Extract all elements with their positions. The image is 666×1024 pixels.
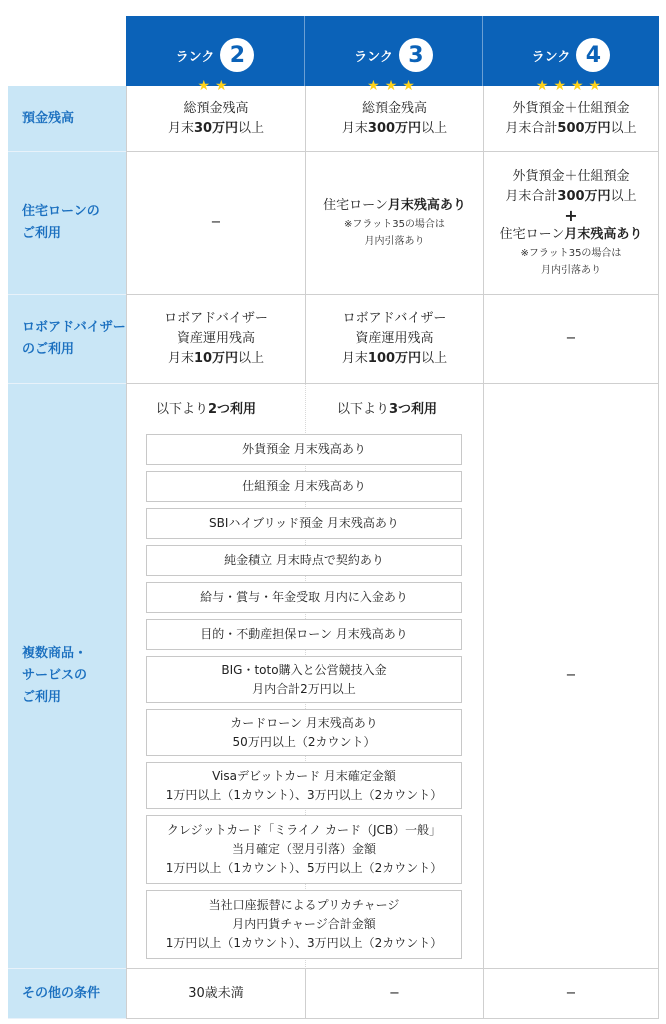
mortgage-rank-4: 外貨預金＋仕組預金 月末合計300万円以上 + 住宅ローン月末残高あり ※フラット35の場合は 月内引落あり — [483, 152, 659, 295]
robo-rank-3: ロボアドバイザー 資産運用残高 月末100万円以上 — [305, 295, 483, 384]
multi-rank-4: − — [483, 384, 659, 969]
rank-label: ランク — [354, 49, 393, 65]
rank-number: 2 — [220, 38, 254, 72]
service-item: カードローン 月末残高あり 50万円以上（2カウント） — [146, 709, 462, 756]
row-label-other: その他の条件 — [8, 969, 126, 1019]
rank-stars: ★★★ — [367, 78, 420, 94]
deposit-rank-4: 外貨預金＋仕組預金 月末合計500万円以上 — [483, 86, 659, 152]
row-label-mortgage: 住宅ローンの ご利用 — [8, 152, 126, 295]
mortgage-rank-2: − — [126, 152, 305, 295]
service-item: 外貨預金 月末残高あり — [146, 434, 462, 465]
rank-stars: ★★ — [197, 78, 233, 94]
service-item: 目的・不動産担保ローン 月末残高あり — [146, 619, 462, 650]
other-rank-4: − — [483, 969, 659, 1019]
rank-4-header — [483, 16, 659, 94]
rank-number: 3 — [399, 38, 433, 72]
rank-number: 4 — [576, 38, 610, 72]
robo-rank-2: ロボアドバイザー 資産運用残高 月末10万円以上 — [126, 295, 305, 384]
service-item: 当社口座振替によるプリカチャージ 月内円貨チャージ合計金額 1万円以上（1カウント）、3万円以上（2カウント） — [146, 890, 462, 959]
rank-stars: ★★★★ — [535, 78, 607, 94]
service-item: 仕組預金 月末残高あり — [146, 471, 462, 502]
rank-3-header — [305, 16, 483, 94]
robo-rank-4: − — [483, 295, 659, 384]
other-rank-3: − — [305, 969, 483, 1019]
service-list — [146, 434, 462, 965]
service-item: 純金積立 月末時点で契約あり — [146, 545, 462, 576]
rank-label: ランク — [175, 49, 215, 65]
rank-2-header — [126, 16, 305, 94]
row-label-multi: 複数商品・ サービスの ご利用 — [8, 384, 126, 969]
other-rank-2: 30歳未満 — [126, 969, 305, 1019]
rank-3-pick-count: 以下より3つ利用 — [337, 402, 438, 417]
service-item: BIG・toto購入と公営競技入金 月内合計2万円以上 — [146, 656, 462, 703]
mortgage-rank-3: 住宅ローン月末残高あり ※フラット35の場合は 月内引落あり — [305, 152, 483, 295]
row-label-robo: ロボアドバイザー のご利用 — [8, 295, 126, 384]
service-item: SBIハイブリッド預金 月末残高あり — [146, 508, 462, 539]
row-label-deposit: 預金残高 — [8, 86, 126, 152]
service-item: 給与・賞与・年金受取 月内に入金あり — [146, 582, 462, 613]
rank-2-pick-count: 以下より2つ利用 — [156, 402, 257, 417]
service-item: Visaデビットカード 月末確定金額 1万円以上（1カウント）、3万円以上（2カウント） — [146, 762, 462, 809]
deposit-rank-3: 総預金残高 月末300万円以上 — [305, 86, 483, 152]
service-item: クレジットカード「ミライノ カード（JCB）一般」 当月確定（翌月引落）金額 1万円以上（1カウント）、5万円以上（2カウント） — [146, 815, 462, 884]
deposit-rank-2: 総預金残高 月末30万円以上 — [126, 86, 305, 152]
rank-label: ランク — [531, 49, 571, 65]
